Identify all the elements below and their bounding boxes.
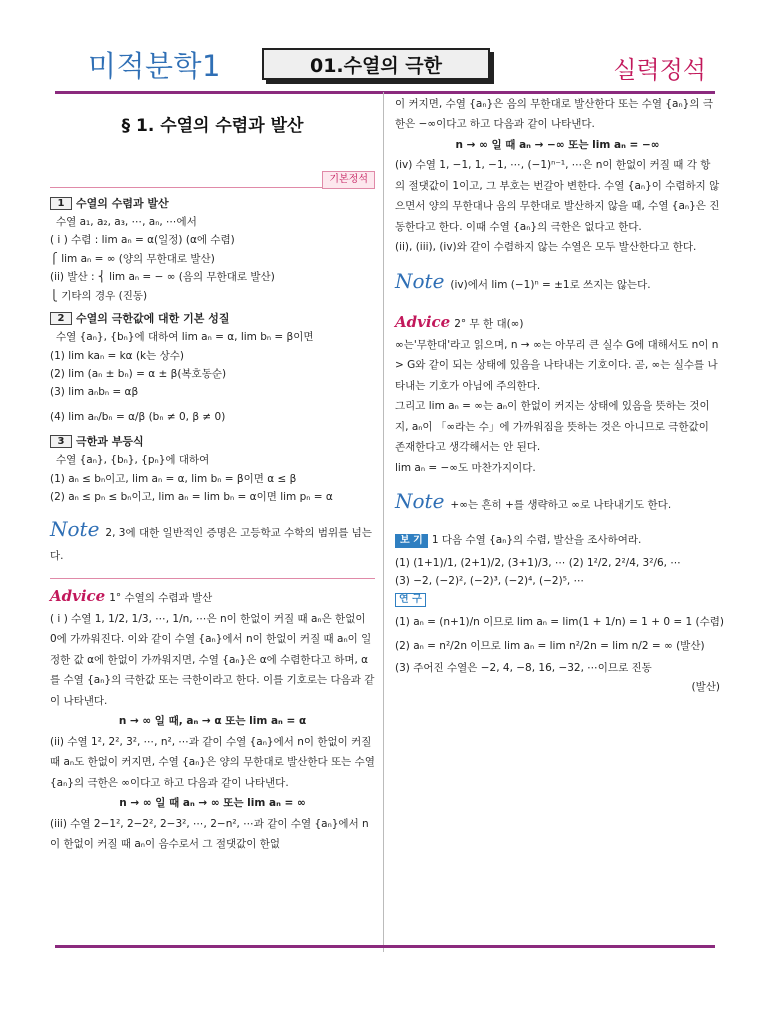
paragraph: 이 커지면, 수열 {aₙ}은 음의 무한대로 발산한다 또는 수열 {aₙ}의 극한은 −∞이다고 하고 다음과 같이 나타낸다. bbox=[395, 98, 713, 131]
heading-number: 1 bbox=[50, 197, 72, 210]
formula: n → ∞ 일 때, aₙ → α 또는 lim aₙ = α bbox=[118, 715, 307, 728]
note-block bbox=[50, 512, 375, 565]
solution-line: (2) aₙ = n²/2n 이므로 lim aₙ = lim n²/2n = lim n/2 = ∞ (발산) bbox=[395, 640, 705, 653]
text-line: 수열 a₁, a₂, a₃, ⋯, aₙ, ⋯에서 bbox=[56, 216, 197, 228]
question-line: (1) (1+1)/1, (2+1)/2, (3+1)/3, ⋯ (2) 1²/2, 2²/4, 3²/6, ⋯ bbox=[395, 556, 681, 569]
column-divider bbox=[383, 92, 384, 952]
heading-text: 수열의 수렴과 발산 bbox=[76, 196, 169, 210]
heading-1 bbox=[50, 194, 375, 213]
paragraph: ∞는'무한대'라고 읽으며, n → ∞는 아무리 큰 실수 G에 대해서도 n이 n > G와 같이 되는 상태에 있음을 나타내는 기호이다. 곧, ∞는 실수를 나타내는 기호가 아님에 주의한다. bbox=[395, 338, 719, 392]
paragraph: lim aₙ = −∞도 마찬가지이다. bbox=[395, 461, 536, 474]
solution-label: 연 구 bbox=[395, 593, 426, 607]
text-line: (4) lim aₙ/bₙ = α/β (bₙ ≠ 0, β ≠ 0) bbox=[50, 410, 226, 423]
advice-heading bbox=[50, 583, 375, 609]
text-line: (1) aₙ ≤ bₙ이고, lim aₙ = α, lim bₙ = β이면 α ≤ β bbox=[50, 472, 297, 485]
page-title: 미적분학1 bbox=[88, 49, 222, 83]
text-line: (ii) 발산 : ⎨ lim aₙ = − ∞ (음의 무한대로 발산) bbox=[50, 271, 275, 284]
paragraph: (iv) 수열 1, −1, 1, −1, ⋯, (−1)ⁿ⁻¹, ⋯은 n이 한없이 커질 때 각 항의 절댓값이 1이고, 그 부호는 번갈아 변한다. 수열 {aₙ}이 수렴하지 않으면서 양의 무한대나 음의 무한대로 발산하지 않을 때, 수열 {aₙ}은 진동한다고 한다. 이때 수열 {aₙ}의 극한은 없다고 한다. bbox=[395, 159, 720, 233]
formula: n → ∞ 일 때 aₙ → −∞ 또는 lim aₙ = −∞ bbox=[455, 138, 660, 151]
heading-number: 2 bbox=[50, 312, 72, 325]
solution-end: (발산) bbox=[691, 680, 720, 693]
note-label: Note bbox=[395, 489, 445, 514]
bottom-divider bbox=[55, 945, 715, 948]
note-text: +∞는 흔히 +를 생략하고 ∞로 나타내기도 한다. bbox=[450, 499, 672, 512]
right-column bbox=[395, 94, 724, 696]
note-block bbox=[395, 484, 720, 519]
advice-divider bbox=[50, 578, 375, 579]
question-line: (3) −2, (−2)², (−2)³, (−2)⁴, (−2)⁵, ⋯ bbox=[395, 574, 585, 587]
heading-2 bbox=[50, 309, 375, 328]
paragraph: ( i ) 수열 1, 1/2, 1/3, ⋯, 1/n, ⋯은 n이 한없이 커질 때 aₙ은 한없이 0에 가까워진다. 이와 같이 수열 {aₙ}에서 n이 한없이 커질 때 aₙ이 일정한 값 α에 한없이 가까워지면, 수열 {aₙ}은 α에 수렴한다고 하며, α를 수열 {aₙ}의 극한값 또는 극한이라고 한다. 이를 기호로는 다음과 같이 나타낸다. bbox=[50, 613, 375, 707]
note-text: (iv)에서 lim (−1)ⁿ = ±1로 쓰지는 않는다. bbox=[450, 278, 651, 291]
section-title: § 1. 수열의 수렴과 발산 bbox=[121, 116, 304, 136]
chapter-title-box: 01.수열의 극한 bbox=[262, 48, 490, 80]
text-line: 수열 {aₙ}, {bₙ}에 대하여 lim aₙ = α, lim bₙ = β이면 bbox=[56, 331, 314, 344]
basic-formula-tag: 기본정석 bbox=[322, 171, 375, 189]
text-line: ⎧ lim aₙ = ∞ (양의 무한대로 발산) bbox=[50, 252, 215, 265]
heading-text: 극한과 부등식 bbox=[76, 435, 144, 448]
note-label: Note bbox=[50, 517, 100, 542]
advice-label: Advice bbox=[395, 312, 451, 331]
advice-title: 1° 수열의 수렴과 발산 bbox=[109, 591, 213, 604]
solution-line: (3) 주어진 수열은 −2, 4, −8, 16, −32, ⋯이므로 진동 bbox=[395, 662, 652, 675]
text-line: (2) lim (aₙ ± bₙ) = α ± β(복호동순) bbox=[50, 367, 227, 380]
heading-text: 수열의 극한값에 대한 기본 성질 bbox=[76, 311, 230, 325]
heading-number: 3 bbox=[50, 435, 72, 448]
example-heading bbox=[395, 531, 720, 549]
solution-line: (1) aₙ = (n+1)/n 이므로 lim aₙ = lim(1 + 1/n) = 1 + 0 = 1 (수렴) bbox=[395, 615, 724, 628]
formula: n → ∞ 일 때 aₙ → ∞ 또는 lim aₙ = ∞ bbox=[119, 797, 306, 810]
example-text: 1 다음 수열 {aₙ}의 수렴, 발산을 조사하여라. bbox=[431, 534, 642, 547]
advice-label: Advice bbox=[50, 586, 106, 605]
heading-3 bbox=[50, 432, 375, 451]
paragraph: 그리고 lim aₙ = ∞는 aₙ이 한없이 커지는 상태에 있음을 뜻하는 것이지, aₙ이 「∞라는 수」에 가까워짐을 뜻하는 것은 아니므로 극한값이 존재한다고 생각해서는 안 된다. bbox=[395, 400, 710, 454]
text-line: ⎩ 기타의 경우 (진동) bbox=[50, 289, 148, 302]
text-line: (2) aₙ ≤ pₙ ≤ bₙ이고, lim aₙ = lim bₙ = α이면 lim pₙ = α bbox=[50, 491, 333, 503]
text-line: (1) lim kaₙ = kα (k는 상수) bbox=[50, 349, 184, 362]
text-line: (3) lim aₙbₙ = αβ bbox=[50, 386, 139, 399]
note-label: Note bbox=[395, 268, 445, 293]
example-label: 보 기 bbox=[395, 534, 428, 548]
paragraph: (ii), (iii), (iv)와 같이 수렴하지 않는 수열은 모두 발산한다고 한다. bbox=[395, 241, 697, 254]
advice-heading bbox=[395, 309, 720, 335]
left-column bbox=[50, 110, 375, 854]
paragraph: (iii) 수열 2−1², 2−2², 2−3², ⋯, 2−n², ⋯과 같이 수열 {aₙ}에서 n이 한없이 커질 때 aₙ이 음수로서 그 절댓값이 한없 bbox=[50, 817, 369, 850]
text-line: ( i ) 수렴 : lim aₙ = α(일정) (α에 수렴) bbox=[50, 234, 235, 247]
text-line: 수열 {aₙ}, {bₙ}, {pₙ}에 대하여 bbox=[56, 454, 210, 467]
note-text: 2, 3에 대한 일반적인 증명은 고등학교 수학의 범위를 넘는다. bbox=[50, 527, 372, 563]
advice-title: 2° 무 한 대(∞) bbox=[454, 317, 524, 330]
note-block bbox=[395, 264, 720, 299]
paragraph: (ii) 수열 1², 2², 3², ⋯, n², ⋯과 같이 수열 {aₙ}에서 n이 한없이 커질 때 aₙ도 한없이 커지면, 수열 {aₙ}은 양의 무한대로 발산한다 또는 수열 {aₙ}의 극한은 ∞이다고 하고 다음과 같이 나타낸다. bbox=[50, 735, 375, 789]
book-title: 실력정석 bbox=[613, 56, 706, 84]
